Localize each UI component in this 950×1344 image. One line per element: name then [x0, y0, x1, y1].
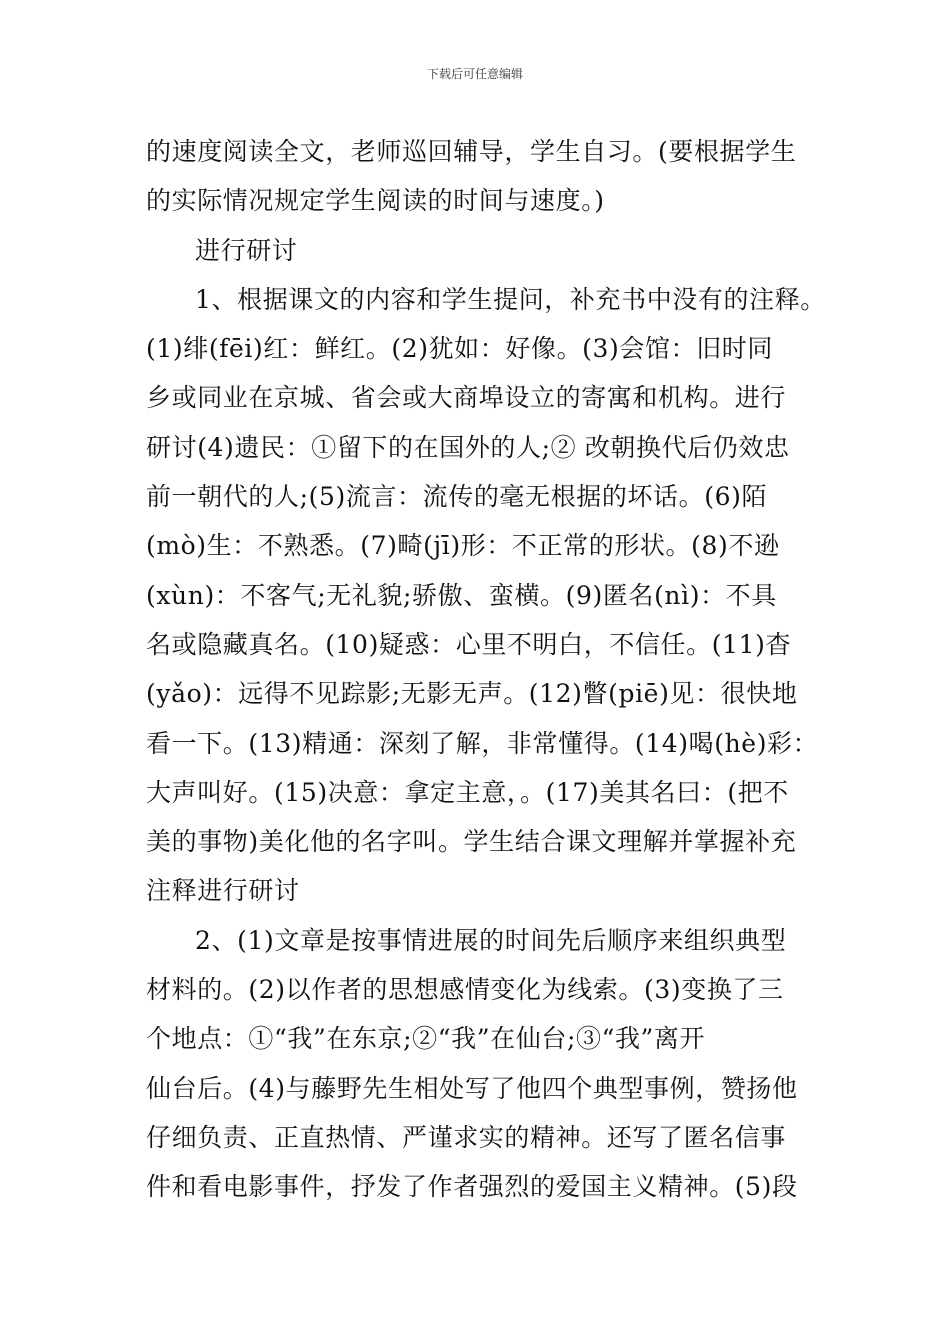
text-line: 注释进行研讨: [146, 876, 300, 906]
text-line: 件和看电影事件，抒发了作者强烈的爱国主义精神。(5)段: [146, 1172, 798, 1202]
page-header-note: 下载后可任意编辑: [426, 67, 523, 81]
paragraph-start-line: 1、根据课文的内容和学生提问，补充书中没有的注释。: [195, 284, 826, 314]
text-line: 前一朝代的人;(5)流言：流传的毫无根据的坏话。(6)陌: [146, 482, 768, 512]
text-line: (mò)生：不熟悉。(7)畸(jī)形：不正常的形状。(8)不逊: [146, 531, 780, 561]
text-line: 研讨(4)遗民：①留下的在国外的人;② 改朝换代后仍效忠: [146, 432, 790, 462]
text-line: (1)绯(fēi)红：鲜红。(2)犹如：好像。(3)会馆：旧时同: [146, 334, 773, 364]
text-line: 大声叫好。(15)决意：拿定主意，。(17)美其名曰：(把不: [146, 777, 789, 807]
text-line: 的实际情况规定学生阅读的时间与速度。): [146, 186, 605, 216]
text-line: (yǎo)：远得不见踪影;无影无声。(12)瞥(piē)见：很快地: [146, 679, 798, 709]
document-body: [146, 127, 826, 1212]
paragraph-start-line: 2、(1)文章是按事情进展的时间先后顺序来组织典型: [195, 925, 787, 955]
text-line: 仔细负责、正直热情、严谨求实的精神。还写了匿名信事: [146, 1122, 787, 1152]
section-heading: 进行研讨: [195, 235, 298, 265]
text-line: (xùn)：不客气;无礼貌;骄傲、蛮横。(9)匿名(nì)：不具: [146, 580, 777, 610]
text-line: 美的事物)美化他的名字叫。学生结合课文理解并掌握补充: [146, 827, 797, 857]
text-line: 乡或同业在京城、省会或大商埠设立的寄寓和机构。进行: [146, 383, 787, 413]
text-line: 看一下。(13)精通：深刻了解，非常懂得。(14)喝(hè)彩：: [146, 728, 819, 758]
text-line: 仙台后。(4)与藤野先生相处写了他四个典型事例，赞扬他: [146, 1073, 798, 1103]
text-line: 名或隐藏真名。(10)疑惑：心里不明白，不信任。(11)杳: [146, 629, 792, 659]
text-line: 的速度阅读全文，老师巡回辅导，学生自习。(要根据学生: [146, 137, 797, 166]
text-line: 材料的。(2)以作者的思想感情变化为线索。(3)变换了三: [146, 975, 784, 1005]
text-line: 个地点：①“我”在东京;②“我”在仙台;③“我”离开: [146, 1024, 706, 1054]
